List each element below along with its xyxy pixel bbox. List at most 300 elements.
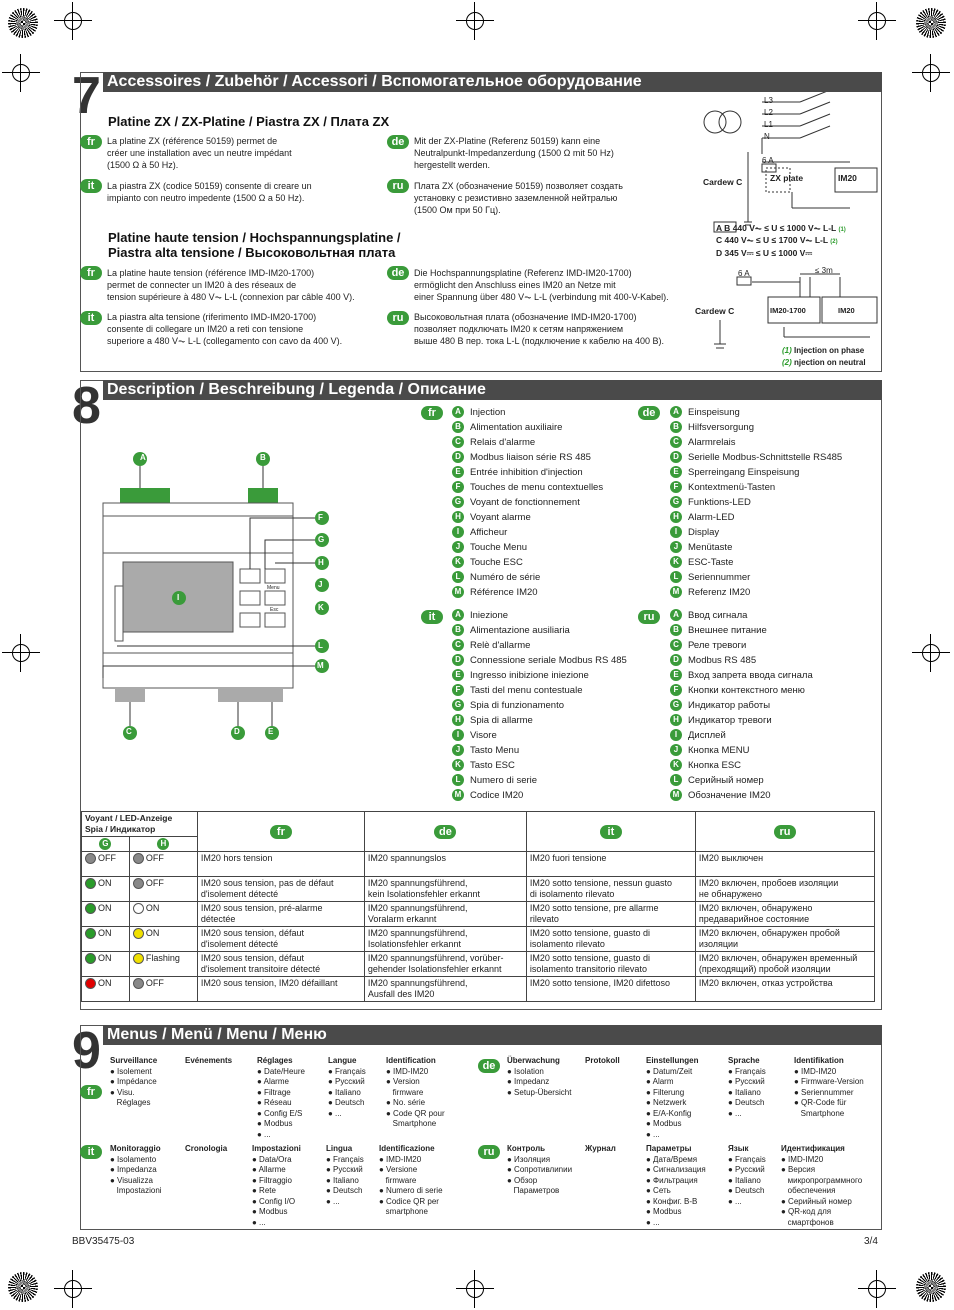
menu-item: ● Фильтрация xyxy=(646,1175,698,1185)
menu-item: ● Filtrage xyxy=(257,1087,291,1097)
led-dot-icon xyxy=(133,953,144,964)
menu-item: ● Rete xyxy=(252,1186,276,1195)
legend-letter: F xyxy=(452,481,464,493)
legend-letter: I xyxy=(670,526,682,538)
device-label-l: L xyxy=(318,641,323,650)
voltage-cond-3: D 345 V⎓ ≤ U ≤ 1000 V⎓ xyxy=(716,248,813,258)
menu-heading: Identification xyxy=(386,1056,436,1065)
crosshair-mark xyxy=(864,1276,890,1302)
menu-item: ● Filtraggio xyxy=(252,1175,292,1185)
legend-text: Référence IM20 xyxy=(470,587,538,598)
led-state-cell xyxy=(82,877,130,902)
legend-item xyxy=(670,420,842,435)
menu-item: ● Дата/Время xyxy=(646,1154,698,1164)
menu-heading: Identifikation xyxy=(794,1056,844,1065)
led-state-text: OFF xyxy=(145,878,164,888)
legend-text: Дисплей xyxy=(688,730,726,741)
legend-text: Кнопки контекстного меню xyxy=(688,685,805,696)
lang-badge-ru: ru xyxy=(387,179,409,193)
menu-item: ● Visualizza Impostazioni xyxy=(110,1175,162,1195)
legend-text: Display xyxy=(688,527,720,538)
legend-letter: C xyxy=(670,436,682,448)
fuse-label-2: 6 A xyxy=(738,269,750,278)
legend-item xyxy=(670,788,813,803)
legend-de xyxy=(670,405,842,600)
legend-letter: B xyxy=(452,624,464,636)
legend-text: Visore xyxy=(470,730,497,741)
menu-item: ● Datum/Zeit xyxy=(646,1066,693,1076)
zx-text-ru: Плата ZX (обозначение 50159) позволяет создать установку с резистивно заземленной нейтралью (1500 Ом при 50 Гц). xyxy=(414,181,623,215)
led-state-text: ON xyxy=(98,903,112,913)
registration-sunburst xyxy=(916,8,946,38)
legend-text: Tasto ESC xyxy=(470,760,515,771)
legend-item xyxy=(670,495,842,510)
legend-letter: D xyxy=(670,451,682,463)
legend-text: Relais d'alarme xyxy=(470,437,536,448)
legend-text: Codice IM20 xyxy=(470,790,524,801)
menu-item: ● Italiano xyxy=(728,1087,761,1097)
legend-letter: M xyxy=(670,789,682,801)
legend-item xyxy=(452,623,627,638)
menu-item: ● Deutsch xyxy=(728,1098,765,1107)
voltage-cond-1: A B 440 V⏦ ≤ U ≤ 1000 V⏦ L-L (1) xyxy=(716,223,846,233)
legend-text: Ввод сигнала xyxy=(688,610,748,621)
legend-letter: A xyxy=(452,609,464,621)
menu-item: ● Config E/S xyxy=(257,1108,303,1118)
menu-column xyxy=(585,1144,616,1155)
device-label-e: E xyxy=(268,727,274,736)
led-desc-ru: IM20 включен, обнаружен временный (преходящий) пробой изоляции xyxy=(695,952,874,977)
legend-letter: G xyxy=(452,496,464,508)
legend-item xyxy=(670,555,842,570)
led-desc-it: IM20 sotto tensione, guasto di isolamento rilevato xyxy=(526,927,695,952)
col-h: H xyxy=(129,837,197,852)
zx-text-it: La piastra ZX (codice 50159) consente di creare un impianto con neutro impedente (1500 Ω a 50 Hz). xyxy=(107,181,312,203)
device-label-b: B xyxy=(260,453,266,462)
menu-item: ● IMD-IM20 xyxy=(781,1154,824,1164)
registration-sunburst xyxy=(8,1272,38,1302)
legend-letter: C xyxy=(452,436,464,448)
footer-page: 3/4 xyxy=(864,1236,878,1247)
menu-item: ● Modbus xyxy=(252,1207,288,1216)
menu-item: ● Конфиг. В-В xyxy=(646,1196,698,1206)
zx-heading: Platine ZX / ZX-Platine / Piastra ZX / Плата ZX xyxy=(108,114,390,129)
menu-item: ● Modbus xyxy=(257,1119,293,1128)
legend-item xyxy=(670,698,813,713)
device-drawing xyxy=(95,448,340,748)
led-desc-it: IM20 fuori tensione xyxy=(526,852,695,877)
led-state-cell xyxy=(129,902,197,927)
ht-text-de: Die Hochspannungsplatine (Referenz IMD-IM20-1700) ermöglicht den Anschluss eines IM20 an Netze mit einer Spannung über 480 V⏦ L-L (verbindung mit 400-V-Kabel). xyxy=(414,268,669,302)
led-state-text: ON xyxy=(98,878,112,888)
led-desc-it: IM20 sotto tensione, guasto di isolamento transitorio rilevato xyxy=(526,952,695,977)
registration-sunburst xyxy=(8,8,38,38)
menu-item: ● Netzwerk xyxy=(646,1098,687,1107)
led-desc-ru: IM20 выключен xyxy=(695,852,874,877)
legend-letter: L xyxy=(670,571,682,583)
section-7-title: Accessoires / Zubehör / Accessori / Вспомогательное оборудование xyxy=(103,72,882,92)
led-dot-icon xyxy=(85,903,96,914)
led-desc-ru: IM20 включен, отказ устройства xyxy=(695,977,874,1002)
menu-item: ● Сеть xyxy=(646,1186,671,1195)
legend-text: Einspeisung xyxy=(688,407,740,418)
menu-item: ● ... xyxy=(326,1196,340,1206)
table-row xyxy=(82,877,875,902)
crosshair-mark xyxy=(918,640,944,666)
legend-letter: M xyxy=(670,586,682,598)
legend-letter: I xyxy=(670,729,682,741)
led-desc-fr: IM20 sous tension, IM20 défaillant xyxy=(197,977,364,1002)
menu-item: ● Deutsch xyxy=(328,1098,365,1107)
legend-item xyxy=(452,758,627,773)
menu-item: ● Filterung xyxy=(646,1087,685,1097)
led-state-text: ON xyxy=(145,928,160,938)
esc-key-label: Esc xyxy=(270,607,279,613)
legend-item xyxy=(452,713,627,728)
legend-item xyxy=(452,465,603,480)
led-state-text: Flashing xyxy=(145,953,180,963)
menu-heading: Réglages xyxy=(257,1056,293,1065)
ht-heading: Platine haute tension / Hochspannungsplatine / Piastra alta tensione / Высоковольтная плата xyxy=(108,230,401,260)
registration-sunburst xyxy=(916,1272,946,1302)
device-label-d: D xyxy=(234,727,240,736)
menu-item: ● Сопротивлиnии xyxy=(507,1165,573,1174)
menu-column xyxy=(185,1056,232,1067)
legend-text: Tasto Menu xyxy=(470,745,520,756)
menu-column xyxy=(646,1144,706,1228)
legend-letter: D xyxy=(452,654,464,666)
menu-item: ● Русский xyxy=(328,1077,365,1086)
distance-label: ≤ 3m xyxy=(815,266,833,275)
legend-item xyxy=(452,525,603,540)
menu-column xyxy=(110,1056,157,1109)
legend-text: Кнопка MENU xyxy=(688,745,750,756)
menu-heading: Sprache xyxy=(728,1056,760,1065)
lang-badge-fr: fr xyxy=(80,1085,102,1099)
led-dot-icon xyxy=(85,978,96,989)
led-desc-it: IM20 sotto tensione, IM20 difettoso xyxy=(526,977,695,1002)
legend-letter: G xyxy=(670,496,682,508)
section-number-9: 9 xyxy=(72,1022,101,1080)
legend-item xyxy=(452,435,603,450)
menu-item: ● Allarme xyxy=(252,1165,286,1174)
legend-item xyxy=(452,743,627,758)
legend-letter: E xyxy=(452,466,464,478)
legend-letter: L xyxy=(670,774,682,786)
menu-item: ● Isolamento xyxy=(110,1154,157,1164)
led-desc-de: IM20 spannungsführend, vorüber- gehender Isolationsfehler erkannt xyxy=(364,952,526,977)
led-state-cell xyxy=(82,852,130,877)
legend-letter: F xyxy=(452,684,464,696)
menu-column xyxy=(646,1056,698,1140)
menu-heading: Cronologia xyxy=(185,1144,228,1153)
legend-text: Modbus liaison série RS 485 xyxy=(470,452,591,463)
led-desc-de: IM20 spannungsführend, Ausfall des IM20 xyxy=(364,977,526,1002)
menu-item: ● IMD-IM20 xyxy=(386,1066,429,1076)
led-desc-de: IM20 spannungsführend, kein Isolationsfehler erkannt xyxy=(364,877,526,902)
menu-column xyxy=(585,1056,620,1067)
legend-letter: F xyxy=(670,684,682,696)
led-desc-ru: IM20 включен, обнаружено предаварийное состояние xyxy=(695,902,874,927)
legend-text: Spia di funzionamento xyxy=(470,700,565,711)
menu-item: ● Data/Ora xyxy=(252,1154,292,1164)
legend-item xyxy=(670,728,813,743)
led-desc-de: IM20 spannungsführend, Isolationsfehler erkannt xyxy=(364,927,526,952)
led-dot-icon xyxy=(85,953,96,964)
im20-label-2: IM20 xyxy=(838,306,855,315)
lang-badge-ru: ru xyxy=(638,610,660,624)
table-row xyxy=(82,902,875,927)
menu-heading: Überwachung xyxy=(507,1056,560,1065)
menu-item: ● Impedanza xyxy=(110,1165,157,1174)
legend-item xyxy=(670,450,842,465)
menu-item: ● Impédance xyxy=(110,1077,157,1086)
menu-item: ● ... xyxy=(728,1108,742,1118)
menu-item: ● Code QR pour Smartphone xyxy=(386,1108,445,1128)
menu-item: ● E/A-Konfig xyxy=(646,1108,692,1118)
device-label-i: I xyxy=(177,593,180,602)
zx-plate-label: ZX plate xyxy=(770,173,804,183)
legend-letter: B xyxy=(670,421,682,433)
col-de: de xyxy=(364,812,526,852)
legend-letter: C xyxy=(670,639,682,651)
line-label-l3: L3 xyxy=(764,96,773,105)
legend-item xyxy=(670,525,842,540)
menu-item: ● Серийный номер xyxy=(781,1196,852,1206)
legend-item xyxy=(452,788,627,803)
menu-heading: Evénements xyxy=(185,1056,233,1065)
legend-letter: H xyxy=(670,511,682,523)
menu-heading: Параметры xyxy=(646,1144,692,1153)
legend-text: Кнопка ESC xyxy=(688,760,742,771)
legend-text: Внешнее питание xyxy=(688,625,767,636)
legend-item xyxy=(670,653,813,668)
legend-text: Serielle Modbus-Schnittstelle RS485 xyxy=(688,452,843,463)
legend-text: Numero di serie xyxy=(470,775,538,786)
menu-column xyxy=(326,1144,364,1207)
menu-heading: Журнал xyxy=(585,1144,616,1153)
footer-ref: BBV35475-03 xyxy=(72,1236,135,1247)
legend-item xyxy=(670,435,842,450)
menu-heading: Язык xyxy=(728,1144,749,1153)
legend-text: Tasti del menu contestuale xyxy=(470,685,583,696)
cardew-label-2: Cardew C xyxy=(695,306,735,316)
legend-item xyxy=(670,510,842,525)
legend-item xyxy=(670,758,813,773)
legend-text: Индикатор работы xyxy=(688,700,771,711)
note-1: (1) Injection on phase xyxy=(782,346,865,355)
menu-column xyxy=(507,1144,572,1197)
menu-item: ● Изоляция xyxy=(507,1154,551,1164)
led-state-text: ON xyxy=(98,928,112,938)
legend-item xyxy=(452,420,603,435)
device-label-a: A xyxy=(140,453,146,462)
legend-item xyxy=(452,668,627,683)
menu-item: ● ... xyxy=(252,1217,266,1227)
legend-letter: J xyxy=(452,541,464,553)
legend-letter: D xyxy=(670,654,682,666)
menu-item: ● Italiano xyxy=(328,1087,361,1097)
legend-text: Alarmrelais xyxy=(688,437,736,448)
led-state-cell xyxy=(129,852,197,877)
legend-item xyxy=(670,683,813,698)
legend-letter: L xyxy=(452,774,464,786)
legend-text: Voyant de fonctionnement xyxy=(470,497,580,508)
menu-heading: Идентификация xyxy=(781,1144,845,1153)
led-state-text: ON xyxy=(98,978,112,988)
menu-item: ● Isolation xyxy=(507,1066,544,1076)
legend-text: Spia di allarme xyxy=(470,715,533,726)
menu-column xyxy=(794,1056,864,1119)
crosshair-mark xyxy=(918,60,944,86)
ht-text-fr: La platine haute tension (référence IMD-IM20-1700) permet de connecter un IM20 à des réseaux de tension supérieure à 480 V⏦ L-L (connexion par câble 400 V). xyxy=(107,268,355,302)
legend-item xyxy=(452,698,627,713)
menu-item: ● IMD-IM20 xyxy=(794,1066,837,1076)
menu-heading: Surveillance xyxy=(110,1056,158,1065)
menu-item: ● ... xyxy=(646,1129,660,1139)
menu-column xyxy=(507,1056,571,1098)
menu-item: ● Français xyxy=(728,1154,766,1164)
legend-text: Voyant alarme xyxy=(470,512,531,523)
legend-text: Relè d'allarme xyxy=(470,640,531,651)
cardew-label: Cardew C xyxy=(703,177,743,187)
section-9-title: Menus / Menü / Menu / Меню xyxy=(103,1025,882,1045)
legend-text: Вход запрета ввода сигнала xyxy=(688,670,813,681)
legend-letter: K xyxy=(452,759,464,771)
menu-column xyxy=(110,1144,162,1197)
legend-letter: B xyxy=(670,624,682,636)
lang-badge-fr: fr xyxy=(80,266,102,280)
device-label-g: G xyxy=(318,535,325,544)
line-label-l2: L2 xyxy=(764,108,773,117)
ht-text-it: La piastra alta tensione (riferimento IMD-IM20-1700) consente di collegare un IM20 a reti con tensione superiore a 480 V⏦ L-L (collegamento con cavo da 400 V). xyxy=(107,312,343,346)
menu-item: ● Русский xyxy=(728,1165,765,1174)
led-state-cell xyxy=(129,927,197,952)
menu-key-label: Menu xyxy=(267,585,280,591)
legend-item xyxy=(670,638,813,653)
legend-item xyxy=(670,773,813,788)
legend-item xyxy=(452,555,603,570)
legend-ru xyxy=(670,608,813,803)
menu-item: ● Version firmware xyxy=(386,1077,424,1097)
legend-text: Iniezione xyxy=(470,610,509,621)
legend-item xyxy=(452,585,603,600)
led-state-text: OFF xyxy=(98,853,116,863)
legend-letter: A xyxy=(670,609,682,621)
crosshair-mark xyxy=(864,8,890,34)
legend-text: Modbus RS 485 xyxy=(688,655,757,666)
led-state-cell xyxy=(129,877,197,902)
led-state-text: ON xyxy=(98,953,112,963)
crosshair-mark xyxy=(8,640,34,666)
legend-letter: I xyxy=(452,729,464,741)
menu-column xyxy=(781,1144,862,1228)
legend-letter: H xyxy=(452,714,464,726)
menu-item: ● Français xyxy=(328,1066,366,1076)
lang-badge-de: de xyxy=(638,406,660,420)
menu-item: ● Версия микропрограммного обеспечения xyxy=(781,1165,863,1195)
legend-item xyxy=(670,713,813,728)
section-number-8: 8 xyxy=(72,377,101,435)
line-label-n: N xyxy=(764,132,770,141)
menu-item: ● Français xyxy=(326,1154,364,1164)
section-number-7: 7 xyxy=(72,67,101,125)
legend-letter: G xyxy=(452,699,464,711)
zx-text-de: Mit der ZX-Platine (Referenz 50159) kann eine Neutralpunkt-Impedanzerdung (1500 Ω mit 50 Hz) hergestellt werden. xyxy=(414,136,614,170)
led-state-cell xyxy=(82,902,130,927)
legend-item xyxy=(452,728,627,743)
menu-item: ● QR-код для смартфонов xyxy=(781,1207,834,1227)
legend-text: Injection xyxy=(470,407,506,418)
legend-item xyxy=(670,608,813,623)
legend-letter: J xyxy=(670,541,682,553)
legend-item xyxy=(452,495,603,510)
col-ru: ru xyxy=(695,812,874,852)
menu-heading: Protokoll xyxy=(585,1056,620,1065)
menu-heading: Lingua xyxy=(326,1144,353,1153)
legend-text: Обозначение IM20 xyxy=(688,790,771,801)
legend-item xyxy=(670,570,842,585)
led-desc-de: IM20 spannungsführend, Voralarm erkannt xyxy=(364,902,526,927)
col-fr: fr xyxy=(197,812,364,852)
menu-item: ● Seriennummer xyxy=(794,1087,854,1097)
menu-item: ● Italiano xyxy=(326,1175,359,1185)
lang-badge-ru: ru xyxy=(478,1145,500,1159)
menu-heading: Monitoraggio xyxy=(110,1144,161,1153)
led-dot-icon xyxy=(85,878,96,889)
menu-item: ● Numero di serie xyxy=(379,1186,443,1195)
legend-item xyxy=(452,570,603,585)
led-desc-fr: IM20 hors tension xyxy=(197,852,364,877)
legend-text: ESC-Taste xyxy=(688,557,734,568)
led-state-text: OFF xyxy=(145,978,164,988)
legend-text: Sperreingang Einspeisung xyxy=(688,467,800,478)
legend-text: Alimentazione ausiliaria xyxy=(470,625,570,636)
menu-item: ● Modbus xyxy=(646,1119,682,1128)
led-state-cell xyxy=(129,977,197,1002)
led-dot-icon xyxy=(85,853,96,864)
menu-item: ● ... xyxy=(646,1217,660,1227)
menu-item: ● ... xyxy=(728,1196,742,1206)
led-desc-it: IM20 sotto tensione, nessun guasto di isolamento rilevato xyxy=(526,877,695,902)
menu-item: ● Deutsch xyxy=(728,1186,765,1195)
col-it: it xyxy=(526,812,695,852)
fuse-label: 6 A xyxy=(762,156,774,165)
lang-badge-fr: fr xyxy=(80,135,102,149)
im20-label: IM20 xyxy=(838,173,857,183)
menu-item: ● Alarme xyxy=(257,1077,289,1086)
legend-text: Серийный номер xyxy=(688,775,764,786)
col-g: G xyxy=(82,837,130,852)
legend-item xyxy=(670,743,813,758)
menu-column xyxy=(185,1144,227,1155)
menu-item: ● Modbus xyxy=(646,1207,682,1216)
legend-text: Menütaste xyxy=(688,542,733,553)
led-dot-icon xyxy=(133,878,144,889)
legend-fr xyxy=(452,405,603,600)
led-desc-de: IM20 spannungslos xyxy=(364,852,526,877)
im20-1700-label: IM20-1700 xyxy=(770,306,806,315)
menu-item: ● IMD-IM20 xyxy=(379,1154,422,1164)
led-dot-icon xyxy=(133,903,144,914)
menu-item: ● Codice QR per smartphone xyxy=(379,1196,439,1216)
device-label-h: H xyxy=(318,558,324,567)
legend-letter: H xyxy=(670,714,682,726)
legend-text: Numéro de série xyxy=(470,572,541,583)
legend-letter: D xyxy=(452,451,464,463)
menu-heading: Impostazioni xyxy=(252,1144,301,1153)
legend-text: Touche Menu xyxy=(470,542,528,553)
